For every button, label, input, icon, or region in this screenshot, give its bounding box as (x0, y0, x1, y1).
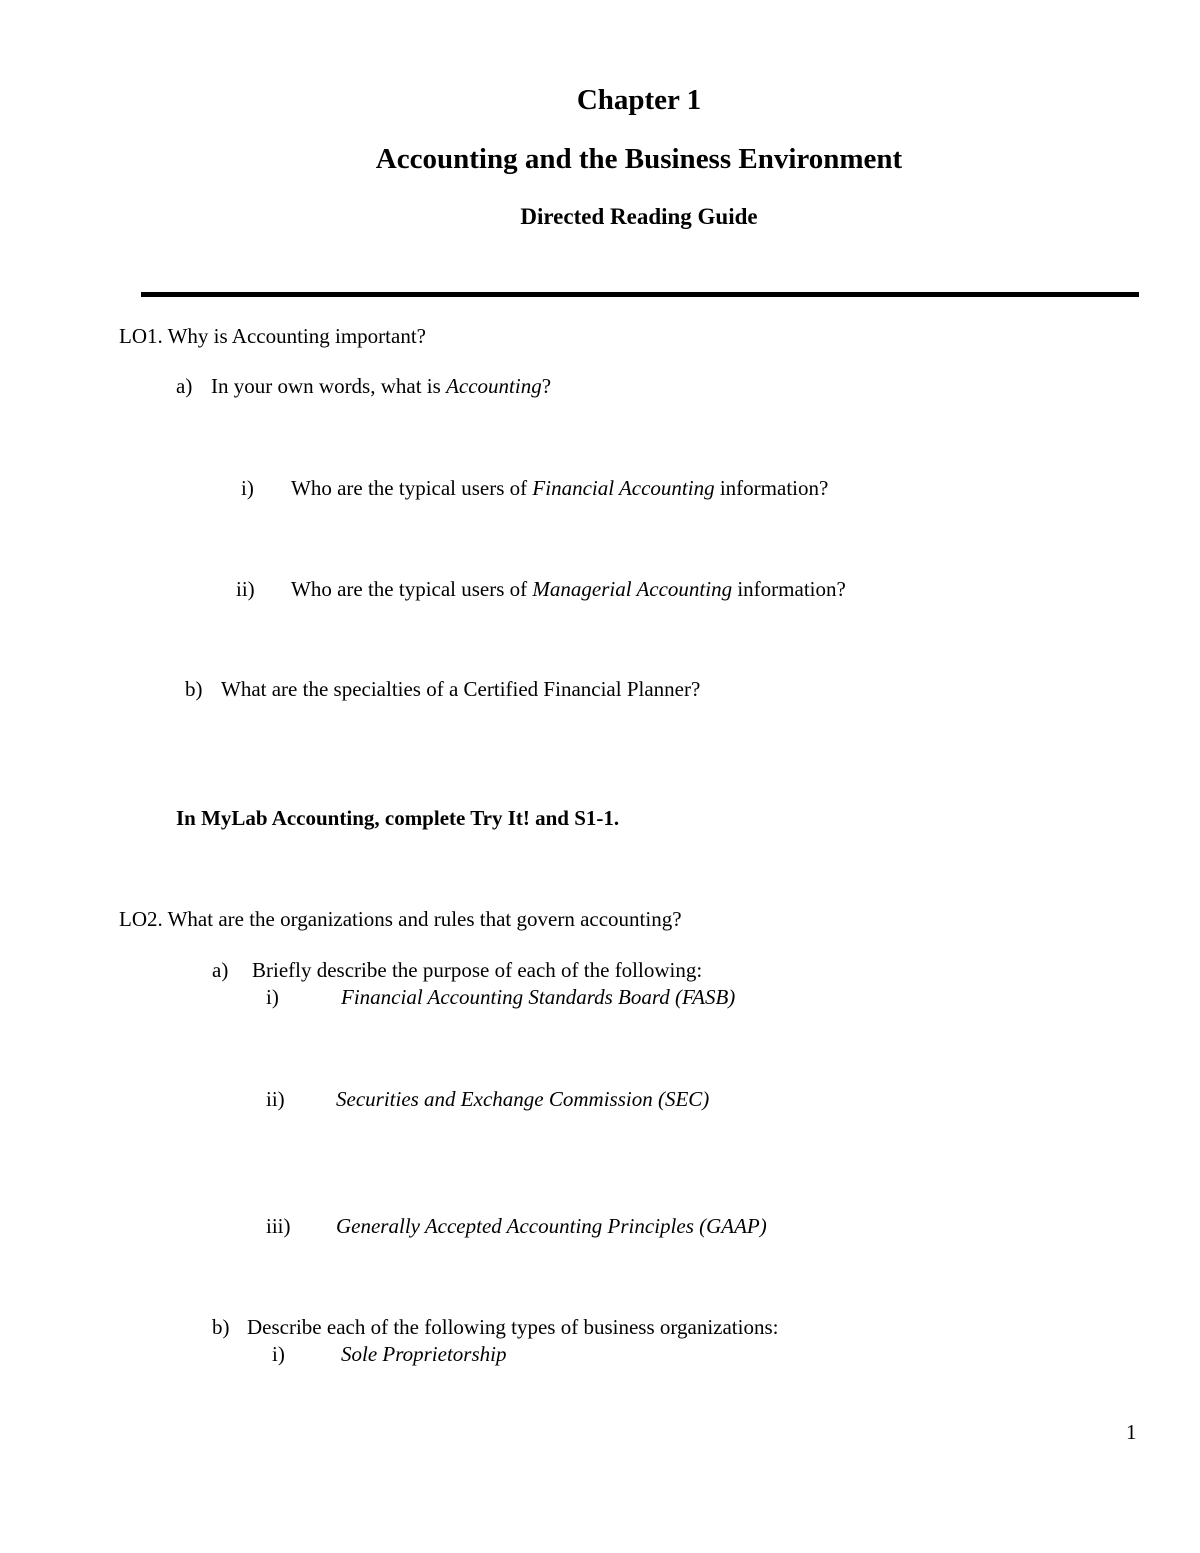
page-number: 1 (1126, 1420, 1137, 1444)
lo2-a-item-marker: ii) (266, 1087, 285, 1111)
lo2-a-item-fasb: Financial Accounting Standards Board (FASB) (341, 985, 736, 1009)
lo2-a-question: Briefly describe the purpose of each of the following: (252, 958, 703, 982)
lo2-a-item-marker: i) (266, 985, 279, 1009)
lo1-heading: LO1. Why is Accounting important? (119, 324, 426, 348)
lo2-a-item-sec: Securities and Exchange Commission (SEC) (336, 1087, 710, 1111)
lo2-b-marker: b) (212, 1315, 230, 1339)
lo1-b-marker: b) (185, 677, 203, 701)
lo2-heading: LO2. What are the organizations and rules that govern accounting? (119, 907, 682, 931)
lo2-a-item-gaap: Generally Accepted Accounting Principles (GAAP) (336, 1214, 767, 1238)
mylab-assignment-note: In MyLab Accounting, complete Try It! and S1-1. (176, 806, 620, 830)
lo2-b-question: Describe each of the following types of business organizations: (247, 1315, 779, 1339)
lo2-b-item-marker: i) (272, 1342, 285, 1366)
lo1-a-ii-marker: ii) (236, 577, 255, 601)
lo2-b-item-sole-proprietorship: Sole Proprietorship (341, 1342, 507, 1366)
header-divider (141, 292, 1139, 297)
document-subtitle: Directed Reading Guide (520, 204, 758, 229)
lo2-a-item-marker: iii) (266, 1214, 291, 1238)
lo1-a-i-marker: i) (241, 476, 254, 500)
document-title: Accounting and the Business Environment (375, 143, 903, 175)
lo1-a-i-question: Who are the typical users of Financial Accounting information? (291, 476, 829, 500)
lo1-a-ii-question: Who are the typical users of Managerial Accounting information? (291, 577, 846, 601)
chapter-heading: Chapter 1 (576, 84, 702, 116)
lo1-b-question: What are the specialties of a Certified Financial Planner? (221, 677, 701, 701)
lo2-a-marker: a) (212, 958, 229, 982)
lo1-a-question: In your own words, what is Accounting? (211, 374, 552, 398)
lo1-a-marker: a) (176, 374, 193, 398)
